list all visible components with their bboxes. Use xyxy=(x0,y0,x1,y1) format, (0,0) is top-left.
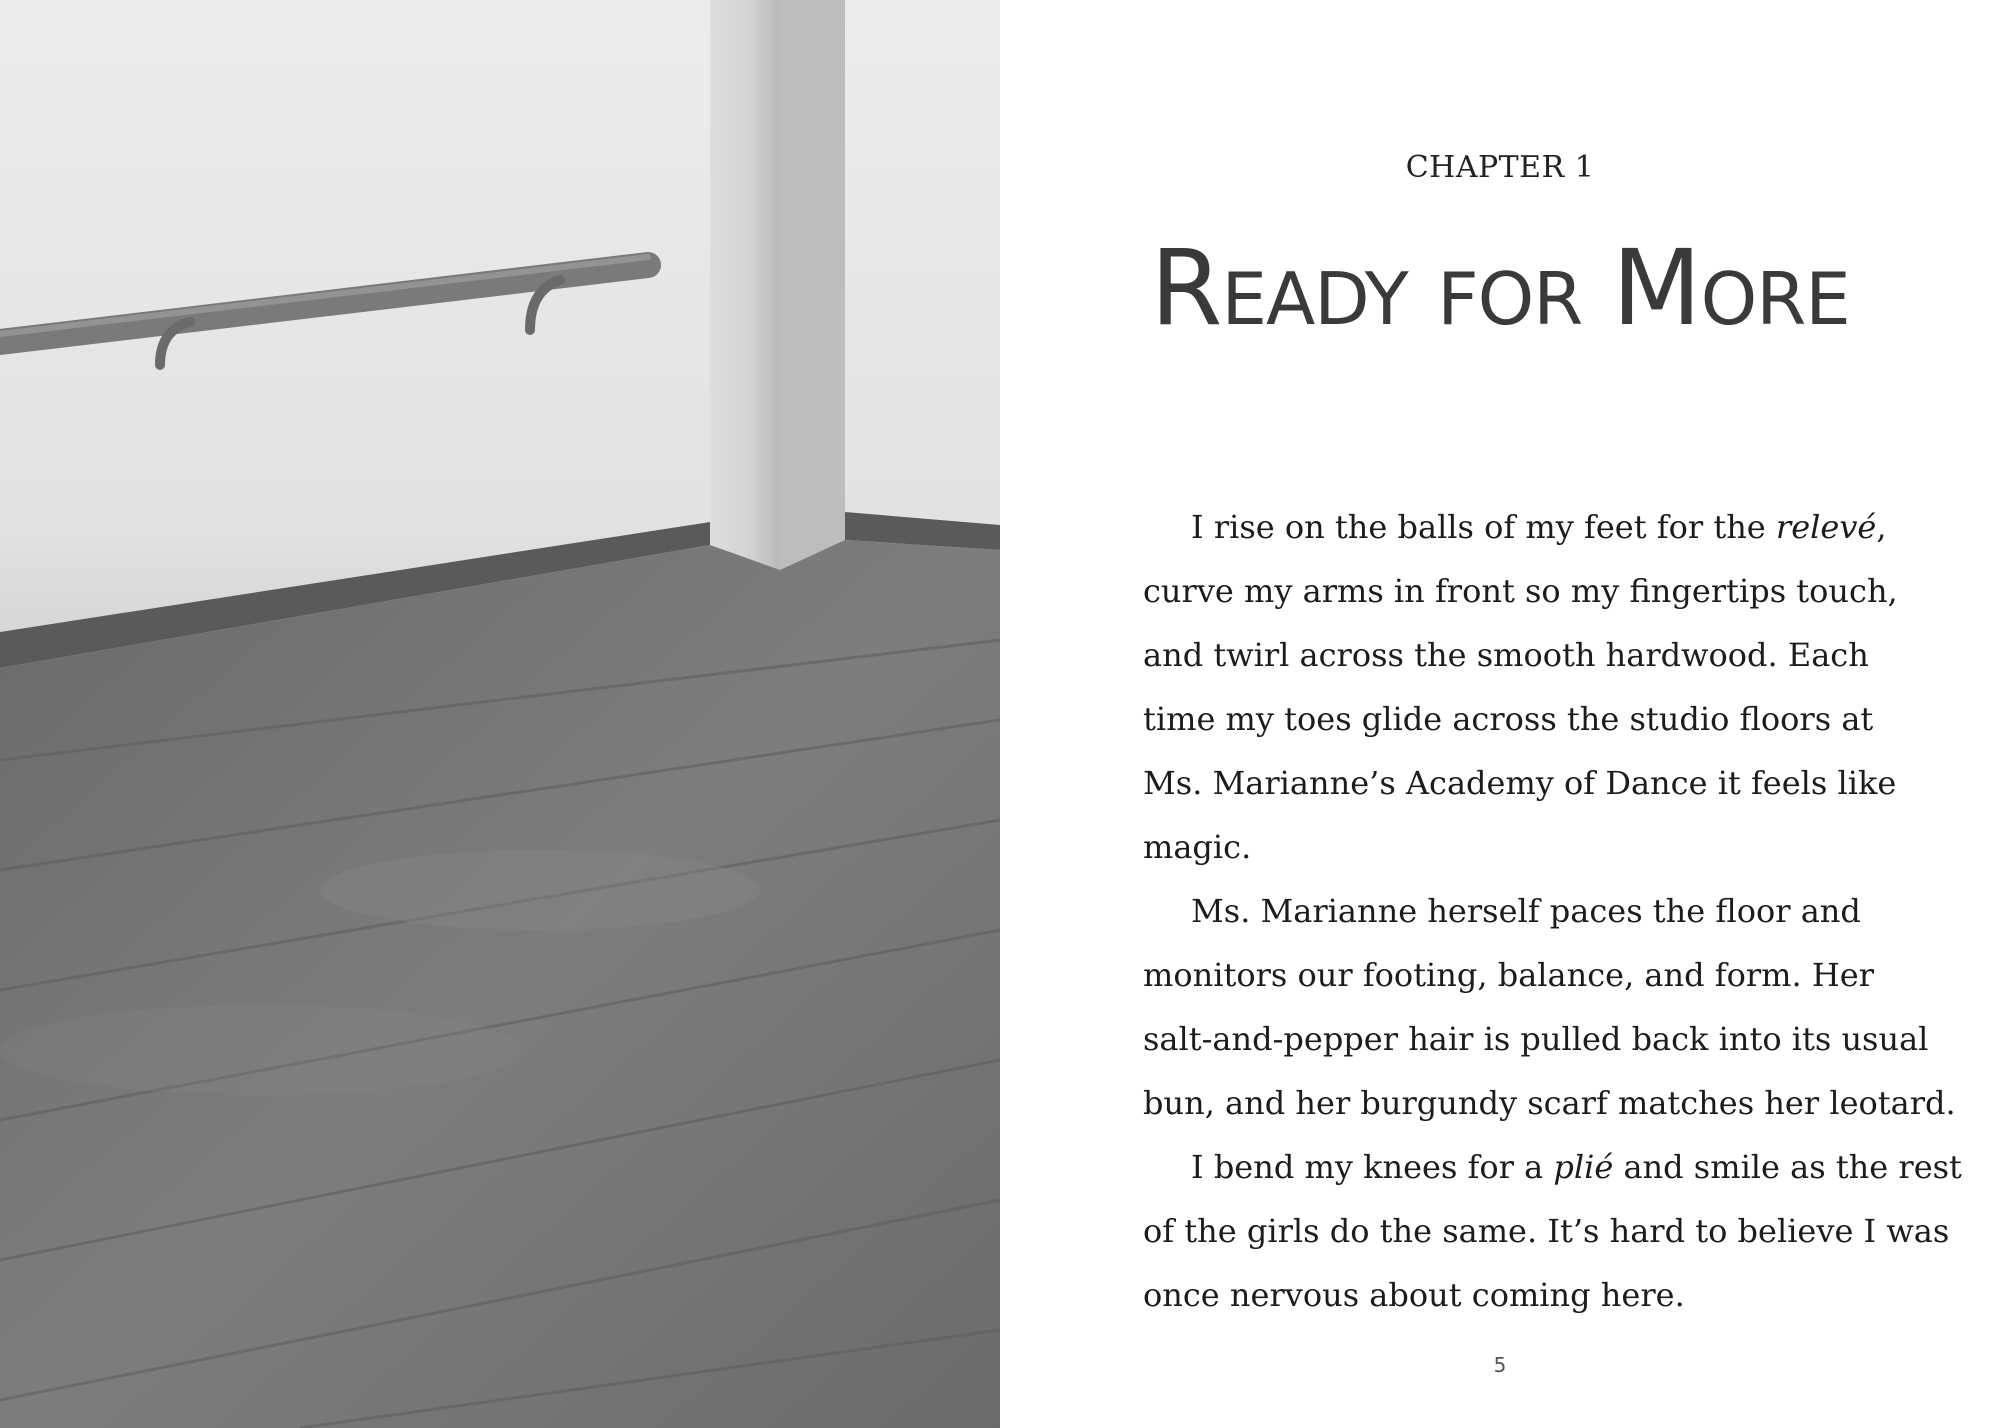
text-run: once nervous about coming here. xyxy=(1143,1276,1685,1314)
text-line xyxy=(1143,1007,1929,1071)
text-line xyxy=(1143,1071,1956,1135)
chapter-title-word-for: FOR xyxy=(1437,257,1583,341)
chapter-body xyxy=(1143,495,1962,1327)
text-line xyxy=(1143,1263,1923,1327)
chapter-title-word-more: ORE xyxy=(1700,257,1850,341)
text-run: , xyxy=(1876,508,1887,546)
text-line xyxy=(1143,1199,1950,1263)
text-run: and twirl across the smooth hardwood. Each xyxy=(1143,636,1869,674)
chapter-title-word-ready: EADY xyxy=(1221,257,1408,341)
text-line xyxy=(1143,623,1923,687)
text-line xyxy=(1143,815,1923,879)
paragraph xyxy=(1143,879,1956,1135)
chapter-title xyxy=(1000,227,2000,349)
text-run: I bend my knees for a xyxy=(1191,1148,1554,1186)
italic-term: plié xyxy=(1553,1148,1614,1186)
italic-term: relevé xyxy=(1775,508,1877,546)
paragraph xyxy=(1143,1135,1962,1327)
text-run: of the girls do the same. It’s hard to believe I was xyxy=(1143,1212,1950,1250)
studio-floor xyxy=(0,540,1000,1428)
text-run: Ms. Marianne’s Academy of Dance it feels like xyxy=(1143,764,1897,802)
text-page xyxy=(1000,0,2000,1428)
text-line xyxy=(1143,1135,1962,1199)
text-line xyxy=(1143,495,1923,559)
text-run: curve my arms in front so my fingertips touch, xyxy=(1143,572,1898,610)
text-run: I rise on the balls of my feet for the xyxy=(1191,508,1776,546)
paragraph xyxy=(1143,495,1923,879)
text-line xyxy=(1143,943,1923,1007)
text-run: magic. xyxy=(1143,828,1252,866)
text-run: time my toes glide across the studio floors at xyxy=(1143,700,1874,738)
text-line xyxy=(1143,879,1923,943)
text-run: and smile as the rest xyxy=(1613,1148,1962,1186)
text-line xyxy=(1143,751,1923,815)
text-line xyxy=(1143,559,1923,623)
page-number: 5 xyxy=(1493,1353,1507,1377)
chapter-title-initial-m: M xyxy=(1611,227,1701,349)
text-run: salt-and-pepper hair is pulled back into its usual xyxy=(1143,1020,1929,1058)
text-run: Ms. Marianne herself paces the floor and xyxy=(1191,892,1861,930)
chapter-title-initial-r: R xyxy=(1150,227,1222,349)
text-line xyxy=(1143,687,1923,751)
studio-pillar-side xyxy=(775,0,845,570)
text-run: monitors our footing, balance, and form. Her xyxy=(1143,956,1874,994)
chapter-label: CHAPTER 1 xyxy=(1405,150,1595,185)
text-run: bun, and her burgundy scarf matches her leotard. xyxy=(1143,1084,1956,1122)
studio-pillar xyxy=(710,0,780,570)
